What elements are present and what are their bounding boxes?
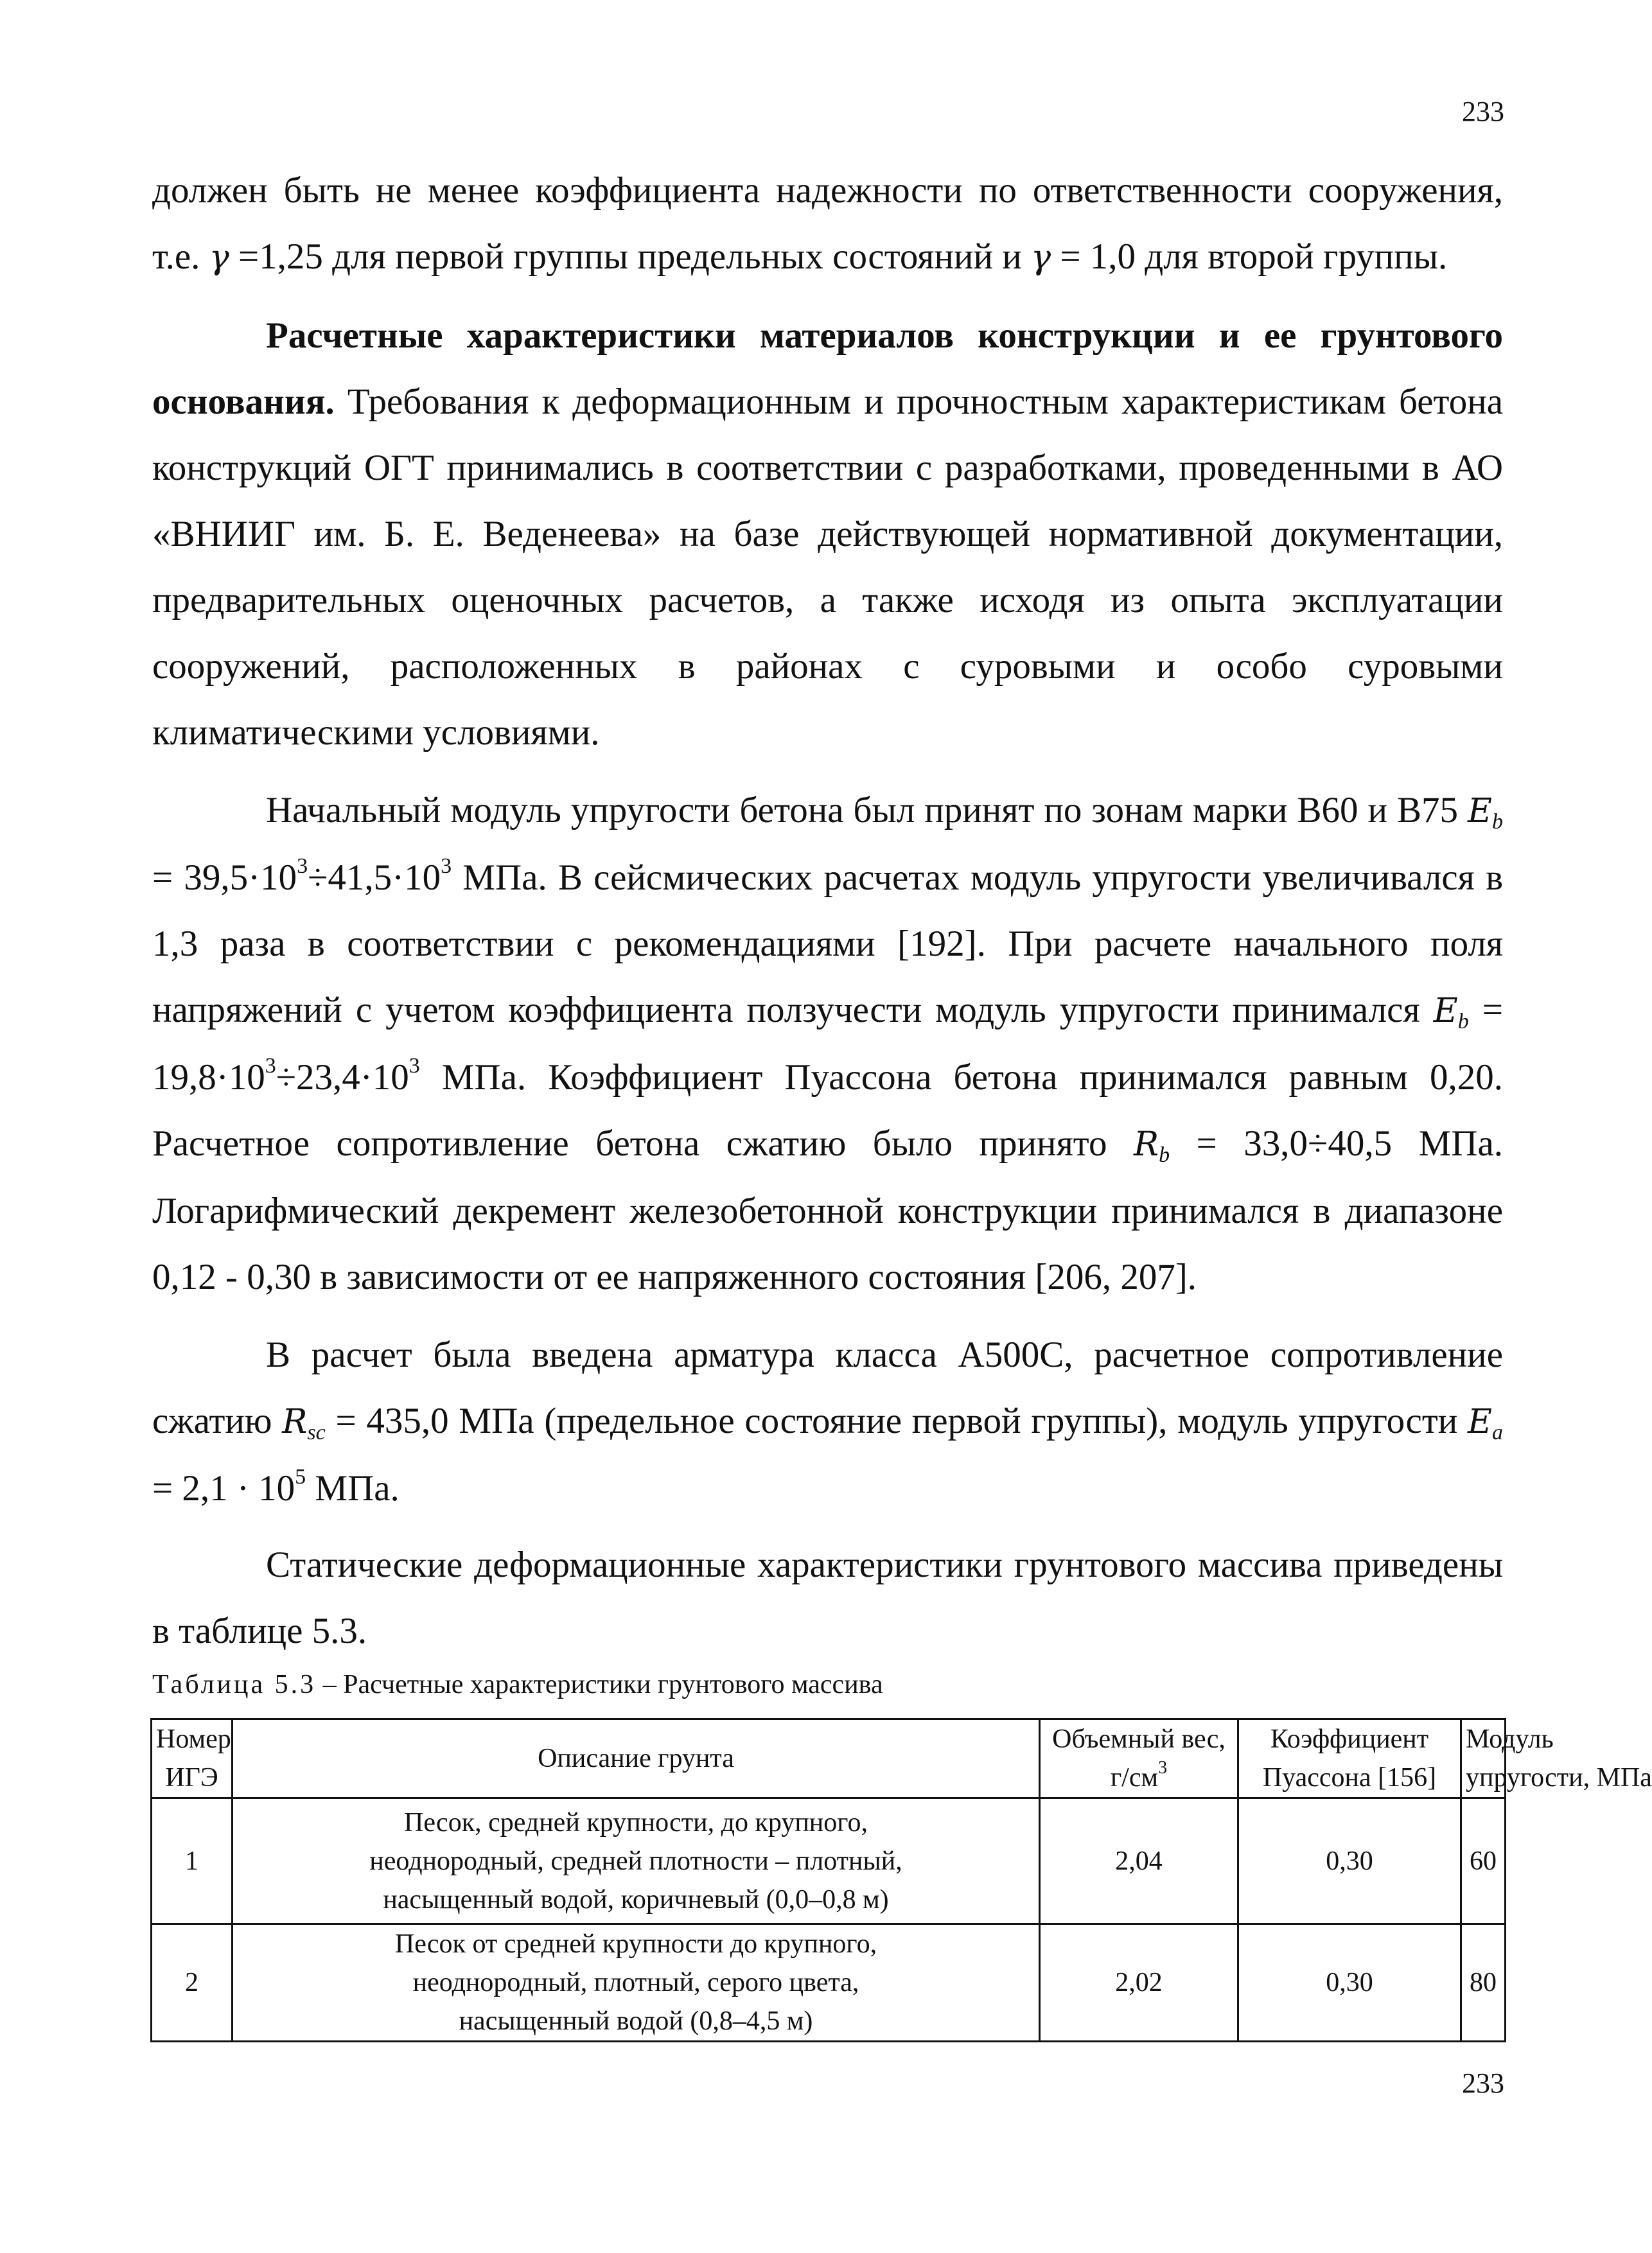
- paragraph-1: [152, 157, 1503, 291]
- header-text: упругости, МПа: [1466, 1763, 1652, 1793]
- table-caption-label: Таблица 5.3: [152, 1670, 317, 1699]
- superscript-5: 5: [295, 1465, 306, 1489]
- soil-properties-table: [150, 1718, 1652, 2042]
- symbol-E: E: [1468, 1403, 1492, 1441]
- para3-text: МПа. Коэффициент Пуассона бетона принимался равным 0,20. Расчетное сопротивление бетона сжатию было принято: [152, 1057, 1503, 1164]
- paragraph-5: Статические деформационные характеристики грунтового массива приведены в таблице 5.3.: [152, 1545, 1503, 1651]
- para3-text: ÷23,4·10: [276, 1057, 409, 1098]
- gamma-symbol: γ: [1031, 238, 1051, 277]
- header-superscript: 3: [1158, 1758, 1168, 1778]
- header-cell: [1461, 1719, 1652, 1798]
- para1-text-c: = 1,0 для второй группы.: [1051, 236, 1448, 277]
- cell-weight: 2,04: [1040, 1798, 1238, 1924]
- para3-text: Начальный модуль упругости бетона был принят по зонам марки В60 и В75: [266, 790, 1468, 830]
- cell-modulus: 80: [1461, 1924, 1506, 2042]
- desc-line: насыщенный водой (0,8–4,5 м): [459, 2006, 813, 2036]
- header-text: Коэффициент: [1270, 1724, 1429, 1754]
- desc-line: неоднородный, плотный, серого цвета,: [412, 1968, 859, 1997]
- superscript-3: 3: [297, 854, 308, 878]
- header-text: Пуассона [156]: [1262, 1763, 1437, 1793]
- paragraph-4: [152, 1322, 1503, 1521]
- section-heading: Расчетные характеристики материалов конструкции и ее грунтового основания.: [152, 315, 1503, 422]
- superscript-3: 3: [441, 854, 452, 878]
- para4-text: = 2,1 · 10: [152, 1468, 295, 1509]
- paragraph-3: [152, 777, 1503, 1310]
- desc-line: Песок, средней крупности, до крупного,: [404, 1807, 868, 1837]
- symbol-E: E: [1468, 792, 1492, 830]
- para3-text: = 19,8·10: [152, 990, 1504, 1098]
- cell-poisson: 0,30: [1238, 1798, 1461, 1924]
- para4-text: = 435,0 МПа (предельное состояние первой группы), модуль упругости: [325, 1401, 1468, 1441]
- table-caption: [152, 1667, 883, 1703]
- cell-num: 2: [152, 1924, 233, 2042]
- cell-modulus: 60: [1461, 1798, 1506, 1924]
- superscript-3: 3: [409, 1054, 420, 1078]
- para4-text: В расчет была введена арматура класса А500С, расчетное сопротивление сжатию: [152, 1335, 1503, 1441]
- header-cell: Описание грунта: [233, 1719, 1040, 1798]
- para3-text: = 39,5·10: [152, 857, 297, 898]
- cell-num: 1: [152, 1798, 233, 1924]
- page-number-top: 233: [1462, 96, 1504, 127]
- subscript-b: b: [1159, 1143, 1170, 1167]
- para3-text: = 33,0÷40,5 МПа. Логарифмический декремент железобетонной конструкции принимался в диапазоне 0,12 - 0,30 в зависимости от ее напряженного состояния [206, 207].: [152, 1123, 1504, 1297]
- desc-line: неоднородный, средней плотности – плотный,: [369, 1846, 902, 1876]
- cell-desc: [233, 1798, 1040, 1924]
- cell-weight: 2,02: [1040, 1924, 1238, 2042]
- subscript-b: b: [1492, 810, 1503, 834]
- gamma-symbol: γ: [209, 238, 229, 277]
- header-text: Объемный вес,: [1052, 1724, 1226, 1754]
- header-cell: [1238, 1719, 1461, 1798]
- subscript-sc: sc: [307, 1421, 326, 1444]
- para3-text: ÷41,5·10: [308, 857, 441, 898]
- para1-text-a: должен быть не менее коэффициента надежности по ответственности сооружения, т.е.: [152, 170, 1503, 277]
- para4-text: МПа.: [306, 1468, 400, 1509]
- cell-poisson: 0,30: [1238, 1924, 1461, 2042]
- desc-line: насыщенный водой, коричневый (0,0–0,8 м): [383, 1884, 889, 1915]
- subscript-b: b: [1457, 1010, 1469, 1033]
- table-header-row: [152, 1719, 1506, 1798]
- table-row: [152, 1798, 1506, 1924]
- para2-text: Требования к деформационным и прочностным характеристикам бетона конструкций ОГТ принимались в соответствии с разработками, проведенными в АО «ВНИИГ им. Б. Е. Веденеева» на базе действующей нормативной документации, предварительных оценочных расчетов, а также исходя из опыта эксплуатации сооружений, расположенных в районах с суровыми и особо суровыми климатическими условиями.: [152, 381, 1503, 753]
- header-text: г/см: [1110, 1763, 1159, 1793]
- body-text: [152, 157, 1503, 1664]
- header-cell: [1040, 1719, 1238, 1798]
- symbol-E: E: [1433, 992, 1458, 1030]
- para1-text-b: =1,25 для первой группы предельных состояний и: [229, 236, 1032, 277]
- desc-line: Песок от средней крупности до крупного,: [394, 1929, 877, 1959]
- subscript-a: a: [1491, 1421, 1503, 1444]
- header-cell: [152, 1719, 233, 1798]
- symbol-R: R: [1133, 1125, 1159, 1164]
- cell-desc: [233, 1924, 1040, 2042]
- header-text: Модуль: [1466, 1724, 1554, 1754]
- symbol-R: R: [282, 1403, 308, 1441]
- header-text: ИГЭ: [165, 1763, 218, 1793]
- paragraph-2: [152, 302, 1503, 766]
- superscript-3: 3: [265, 1054, 276, 1078]
- page-number-bottom: 233: [1462, 2067, 1504, 2099]
- header-text: Номер: [156, 1724, 231, 1754]
- table-row: [152, 1924, 1506, 2042]
- table-caption-text: – Расчетные характеристики грунтового массива: [316, 1670, 883, 1699]
- para3-text: МПа. В сейсмических расчетах модуль упругости увеличивался в 1,3 раза в соответствии с рекомендациями [192]. При расчете начального поля напряжений с учетом коэффициента ползучести модуль упругости принимался: [152, 857, 1503, 1030]
